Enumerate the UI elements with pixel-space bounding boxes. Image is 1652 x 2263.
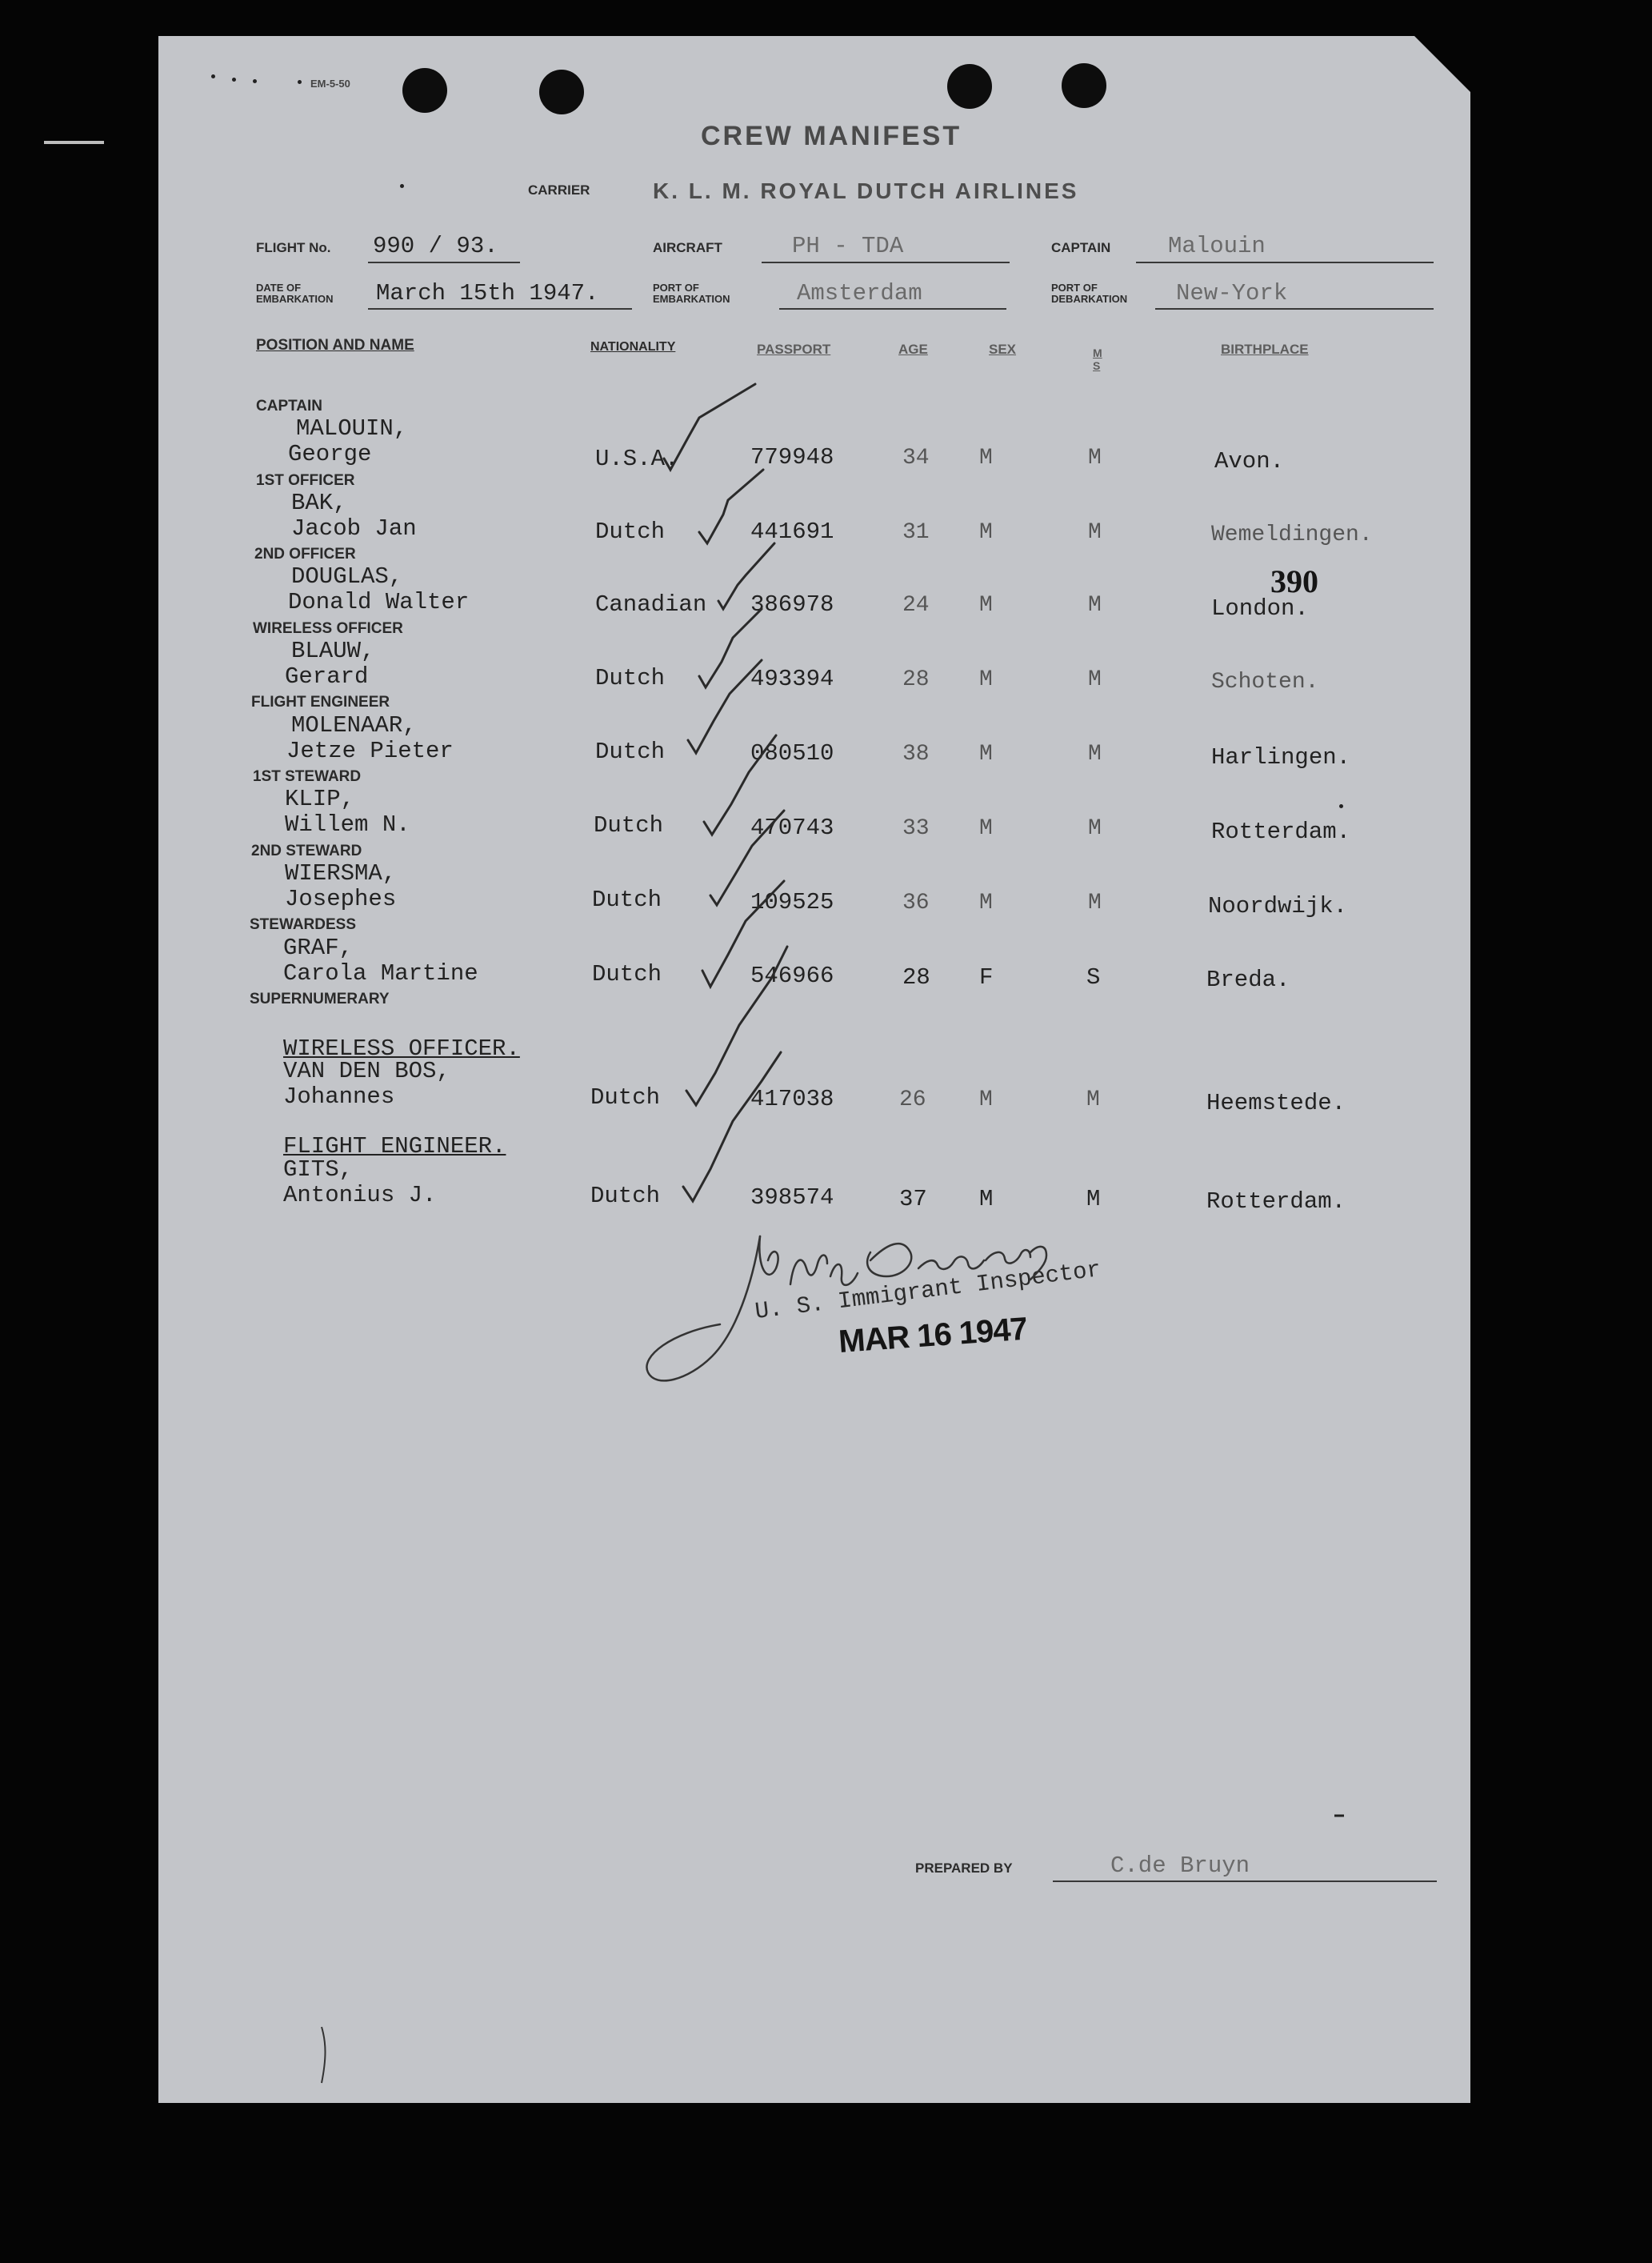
crew-given-name: Willem N. <box>285 811 410 838</box>
crew-age: 36 <box>902 891 930 915</box>
supernumerary-marital-status: M <box>1086 1186 1101 1212</box>
supernumerary-age: 37 <box>899 1186 927 1212</box>
crew-birthplace: Rotterdam. <box>1211 819 1351 845</box>
header-age: AGE <box>898 342 928 357</box>
crew-position: 1ST OFFICER <box>256 472 355 489</box>
crew-marital-status: M <box>1088 891 1102 915</box>
crew-nationality: Canadian <box>595 591 707 618</box>
manifest-sheet <box>158 36 1470 2103</box>
supernumerary-marital-status: M <box>1086 1087 1100 1112</box>
debarkation-port-value: New-York <box>1176 280 1288 306</box>
aircraft-label: AIRCRAFT <box>653 240 722 255</box>
handwritten-marks <box>158 36 1470 2103</box>
crew-age: 28 <box>902 667 930 692</box>
supernumerary-birthplace: Heemstede. <box>1206 1090 1346 1116</box>
crew-passport: 386978 <box>750 591 834 618</box>
inspector-signature <box>646 1236 1046 1380</box>
supernumerary-birthplace: Rotterdam. <box>1206 1188 1346 1215</box>
crew-passport: 493394 <box>750 666 834 692</box>
margin-bracket <box>322 2027 326 2083</box>
crew-age: 31 <box>902 520 930 545</box>
crew-birthplace: Schoten. <box>1211 670 1319 695</box>
supernumerary-role: FLIGHT ENGINEER. <box>283 1133 506 1160</box>
embarkation-date-value: March 15th 1947. <box>376 280 599 306</box>
supernumerary-given-name: Antonius J. <box>283 1182 437 1208</box>
crew-surname: MOLENAAR, <box>291 712 417 739</box>
supernumerary-sex: M <box>979 1087 993 1112</box>
crew-surname: WIERSMA, <box>285 860 397 887</box>
crew-given-name: Gerard <box>285 663 369 690</box>
header-marital-status: M S <box>1093 346 1102 372</box>
captain-value: Malouin <box>1168 233 1266 259</box>
supernumerary-label: SUPERNUMERARY <box>250 991 390 1007</box>
aircraft-value: PH - TDA <box>792 233 904 259</box>
crew-position: 2ND OFFICER <box>254 546 356 563</box>
inspector-caption: U. S. Immigrant Inspector <box>753 1256 1102 1325</box>
carrier-label: CARRIER <box>528 182 590 198</box>
supernumerary-passport: 398574 <box>750 1184 834 1211</box>
header-passport: PASSPORT <box>757 342 831 357</box>
prepared-by-label: PREPARED BY <box>915 1860 1013 1876</box>
crew-surname: DOUGLAS, <box>291 563 403 590</box>
crew-position: WIRELESS OFFICER <box>253 620 403 637</box>
crew-passport: 779948 <box>750 444 834 471</box>
crew-sex: M <box>979 891 993 915</box>
crew-given-name: Jetze Pieter <box>286 738 454 764</box>
crew-marital-status: M <box>1088 520 1102 545</box>
crew-marital-status: M <box>1088 742 1102 767</box>
crew-sex: M <box>979 742 993 767</box>
crew-marital-status: M <box>1088 593 1102 618</box>
crew-given-name: Carola Martine <box>283 960 478 987</box>
crew-sex: M <box>979 446 993 471</box>
crew-marital-status: M <box>1088 816 1102 841</box>
crew-passport: 546966 <box>750 963 834 989</box>
supernumerary-given-name: Johannes <box>283 1083 395 1110</box>
supernumerary-passport: 417038 <box>750 1086 834 1112</box>
crew-nationality: Dutch <box>595 739 666 765</box>
crew-passport: 080510 <box>750 740 834 767</box>
embarkation-date-label: DATE OF EMBARKATION <box>256 282 334 305</box>
crew-given-name: Donald Walter <box>288 589 470 615</box>
debarkation-port-label: PORT OF DEBARKATION <box>1051 282 1128 305</box>
crew-sex: M <box>979 520 993 545</box>
check-mark <box>704 735 776 835</box>
check-mark <box>683 1052 781 1201</box>
supernumerary-sex: M <box>979 1186 994 1212</box>
crew-position: STEWARDESS <box>250 916 357 933</box>
header-position-name: POSITION AND NAME <box>256 337 414 354</box>
document-title: CREW MANIFEST <box>701 121 962 151</box>
check-mark <box>688 660 762 753</box>
crew-nationality: Dutch <box>592 887 662 913</box>
supernumerary-nationality: Dutch <box>590 1084 661 1111</box>
crew-passport: 109525 <box>750 889 834 915</box>
crew-age: 24 <box>902 593 930 618</box>
embarkation-port-label: PORT OF EMBARKATION <box>653 282 730 305</box>
prepared-by-value: C.de Bruyn <box>1110 1852 1250 1879</box>
crew-surname: KLIP, <box>285 786 355 812</box>
supernumerary-role: WIRELESS OFFICER. <box>283 1035 520 1062</box>
scan-margin-mark <box>44 141 104 144</box>
crew-nationality: Dutch <box>595 665 666 691</box>
crew-nationality: U.S.A. <box>595 446 679 472</box>
crew-marital-status: M <box>1088 667 1102 692</box>
crew-marital-status: M <box>1088 446 1102 471</box>
crew-given-name: Josephes <box>285 886 397 912</box>
crew-age: 38 <box>902 742 930 767</box>
captain-label: CAPTAIN <box>1051 240 1111 255</box>
crew-given-name: Jacob Jan <box>291 515 417 542</box>
crew-given-name: George <box>288 441 372 467</box>
header-birthplace: BIRTHPLACE <box>1221 342 1309 357</box>
crew-birthplace: Noordwijk. <box>1208 893 1348 919</box>
crew-surname: MALOUIN, <box>296 415 408 442</box>
crew-sex: M <box>979 816 993 841</box>
crew-position: 1ST STEWARD <box>253 768 362 785</box>
crew-sex: M <box>979 593 993 618</box>
check-mark <box>699 609 762 687</box>
crew-passport: 441691 <box>750 519 834 545</box>
crew-nationality: Dutch <box>592 961 662 987</box>
check-mark <box>702 881 784 987</box>
crew-birthplace: London. <box>1211 595 1309 622</box>
crew-birthplace: Breda. <box>1206 967 1290 993</box>
check-mark <box>699 470 763 543</box>
crew-age: 28 <box>902 964 930 991</box>
form-code: EM-5-50 <box>310 78 350 90</box>
supernumerary-nationality: Dutch <box>590 1183 661 1209</box>
crew-position: 2ND STEWARD <box>251 843 362 859</box>
crew-surname: BAK, <box>291 490 347 516</box>
supernumerary-surname: GITS, <box>283 1156 354 1183</box>
crew-birthplace: Harlingen. <box>1211 744 1351 771</box>
date-stamp: MAR 16 1947 <box>837 1311 1029 1360</box>
check-mark <box>718 543 774 609</box>
supernumerary-surname: VAN DEN BOS, <box>283 1058 450 1084</box>
crew-birthplace: Avon. <box>1214 448 1285 475</box>
flight-number-value: 990 / 93. <box>373 233 498 259</box>
embarkation-port-value: Amsterdam <box>797 280 922 306</box>
flight-number-label: FLIGHT No. <box>256 240 331 255</box>
supernumerary-age: 26 <box>899 1087 926 1112</box>
crew-passport: 470743 <box>750 815 834 841</box>
header-nationality: NATIONALITY <box>590 340 676 354</box>
page-number: 390 <box>1270 563 1318 599</box>
crew-age: 33 <box>902 816 930 841</box>
crew-surname: BLAUW, <box>291 638 375 664</box>
header-sex: SEX <box>989 342 1017 357</box>
crew-age: 34 <box>902 446 930 471</box>
crew-position: FLIGHT ENGINEER <box>251 694 390 711</box>
carrier-name: K. L. M. ROYAL DUTCH AIRLINES <box>653 178 1079 203</box>
crew-surname: GRAF, <box>283 935 354 961</box>
crew-nationality: Dutch <box>595 519 666 545</box>
check-mark <box>664 384 755 470</box>
crew-marital-status: S <box>1086 964 1101 991</box>
crew-sex: F <box>979 964 994 991</box>
crew-sex: M <box>979 667 993 692</box>
crew-nationality: Dutch <box>594 812 664 839</box>
crew-birthplace: Wemeldingen. <box>1211 523 1373 547</box>
crew-position: CAPTAIN <box>256 398 323 415</box>
